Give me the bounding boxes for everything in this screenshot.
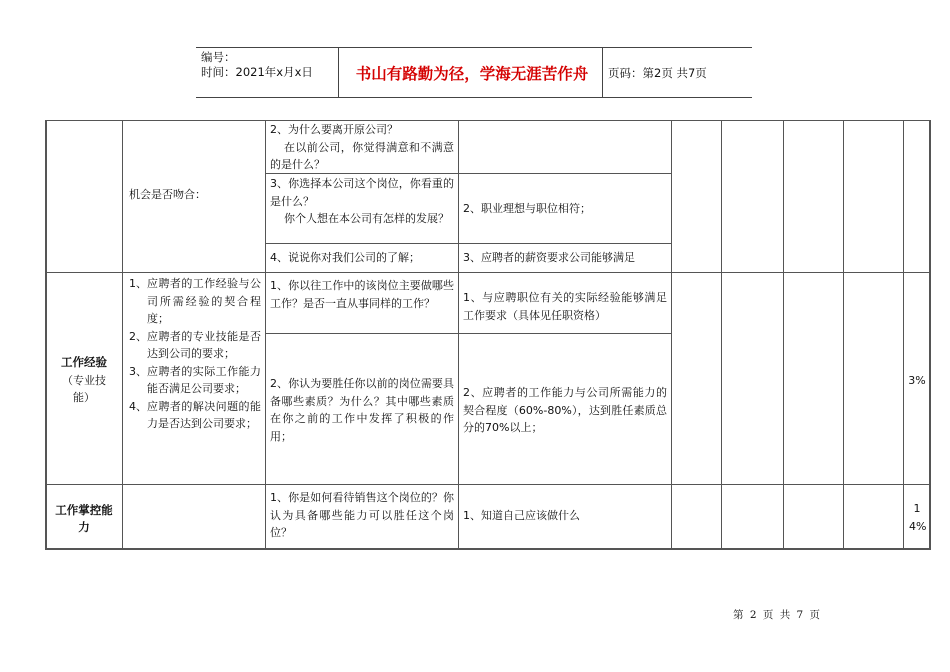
col-divider [122,120,123,550]
col-divider [783,120,784,550]
row-divider [45,272,930,273]
page-header [196,47,752,98]
list-item [129,398,261,433]
col-divider [903,120,904,550]
header-divider [338,48,339,97]
col-divider [458,120,459,550]
answer-text: 1、与应聘职位有关的实际经验能够满足工作要求（具体见任职资格） [463,291,667,322]
list-text: 应聘者的专业技能是否达到公司的要求； [147,329,261,360]
question-text: 在以前公司，你觉得满意和不满意的是什么？ [270,140,454,171]
list-number: 3、 [129,364,147,378]
header-meta [201,50,313,80]
col-divider [671,120,672,550]
weight-value: 3% [908,374,926,387]
subrow-divider [458,173,671,174]
question-text: 2、你认为要胜任你以前的岗位需要具备哪些素质？为什么？其中哪些素质在你之前的工作中发挥了积极的作用； [270,377,454,443]
category-title: 工作掌控能力 [55,503,113,534]
col-divider [721,120,722,550]
list-item [129,275,261,328]
number-label: 编号： [201,50,236,64]
question-cell [270,121,454,174]
page-footer: 第 2 页 共 7 页 [733,609,821,621]
list-text: 应聘者的实际工作能力能否满足公司要求； [147,364,261,395]
list-number: 1、 [129,277,147,290]
table-border-bottom [45,548,930,550]
answer-text: 3、应聘者的薪资要求公司能够满足 [463,251,635,264]
list-text: 应聘者的工作经验与公司所需经验的契合程度； [147,277,261,325]
table-border-right [929,120,931,550]
question-text: 4、说说你对我们公司的了解； [270,251,420,264]
answer-text: 2、应聘者的工作能力与公司所需能力的契合程度（60%-80%），达到胜任素质总分的70%以上； [463,386,667,434]
answer-text: 2、职业理想与职位相符； [463,202,591,215]
weight-value: 14% [909,502,927,533]
opportunity-match-label: 机会是否吻合： [129,188,206,201]
subrow-divider [265,243,671,244]
table-border-top [45,120,930,121]
category-subtitle: （专业技能） [62,373,106,404]
question-cell [270,175,454,228]
row-divider [45,484,930,485]
subrow-divider [265,333,671,334]
col-divider [843,120,844,550]
category-title: 工作经验 [61,355,107,369]
criteria-list [129,275,261,433]
answer-text: 1、知道自己应该做什么 [463,509,580,522]
question-text: 3、你选择本公司这个岗位，你看重的是什么？ [270,177,454,208]
table-border-left [45,120,47,550]
question-text: 你个人想在本公司有怎样的发展？ [284,212,449,225]
category-cell [49,354,119,407]
header-page-label: 页码：第2页 共7页 [608,65,707,80]
list-number: 2、 [129,329,147,343]
header-motto: 书山有路勤为径，学海无涯苦作舟 [355,64,589,83]
header-divider [602,48,603,97]
question-text: 1、你以往工作中的该岗位主要做哪些工作？是否一直从事同样的工作？ [270,279,454,310]
list-number: 4、 [129,399,147,413]
col-divider [265,120,266,550]
question-text: 1、你是如何看待销售这个岗位的？你认为具备哪些能力可以胜任这个岗位？ [270,491,454,539]
time-label: 时间：2021年x月x日 [201,65,313,79]
list-item [129,328,261,363]
list-text: 应聘者的解决问题的能力是否达到公司要求； [147,399,261,430]
list-item [129,363,261,398]
question-text: 2、为什么要离开原公司？ [270,123,398,136]
